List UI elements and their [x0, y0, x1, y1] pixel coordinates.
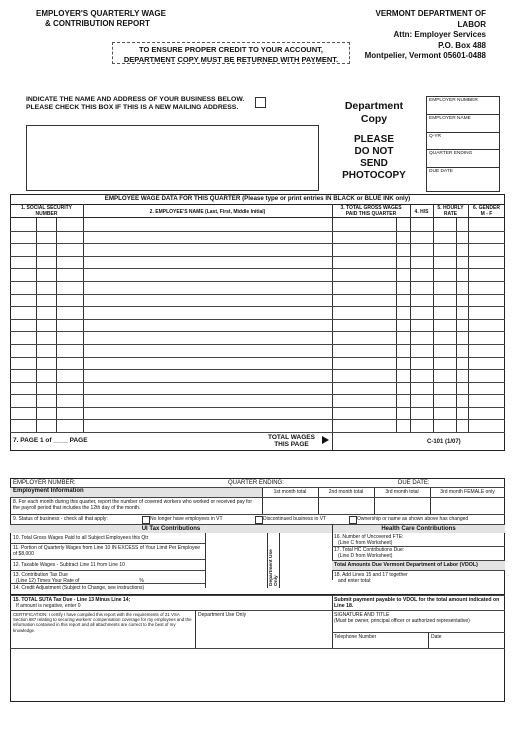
- row-divider: [10, 610, 505, 611]
- col-ssn-label-b: NUMBER: [35, 211, 58, 217]
- no-employees-label: No longer have employees in VT: [150, 516, 223, 522]
- line17-title: 17. Total HC Contributions Due:: [334, 547, 405, 553]
- line10-text: 10. Total Gross Wages Paid to all Subject Employees this Qtr: [13, 535, 149, 541]
- line15-sub: If amount is negative, enter 0: [16, 603, 81, 609]
- line18-text: [334, 572, 408, 584]
- credit-notice-line2: DEPARTMENT COPY MUST BE RETURNED WITH PAYMENT.: [123, 54, 339, 64]
- employment-info-header: Employment Information: [10, 488, 262, 497]
- employer-number-label: EMPLOYER NUMBER:: [13, 480, 76, 486]
- line15-title: 15. TOTAL SUTA Tax Due - Line 13 Minus Line 14;: [13, 597, 131, 603]
- dept-use-vertical-label: Department Use Only: [269, 549, 279, 586]
- line12-text: 12. Taxable Wages - Subtract Line 11 from Line 10: [13, 562, 125, 568]
- qyr-field[interactable]: Q-YR: [427, 133, 499, 151]
- col-divider: [332, 204, 333, 451]
- line16-sub: (Line C from Worksheet): [338, 540, 393, 546]
- quarter-ending-field[interactable]: QUARTER ENDING: [427, 150, 499, 168]
- row-divider: [10, 595, 505, 596]
- month-divider: [430, 488, 431, 514]
- new-address-checkbox[interactable]: [255, 97, 266, 108]
- row-divider: [10, 497, 505, 498]
- health-care-header: Health Care Contributions: [332, 525, 505, 533]
- page-count-label: 7. PAGE 1 of ____ PAGE: [13, 437, 88, 444]
- line13-title: 13. Contribution Tax Due: [13, 572, 68, 578]
- employer-name-field[interactable]: EMPLOYER NAME: [427, 115, 499, 133]
- credit-notice: [112, 42, 350, 64]
- col-rate-label-a: 5. HOURLY: [437, 205, 464, 211]
- month-divider: [318, 488, 319, 514]
- telephone-field[interactable]: Telephone Number: [334, 634, 377, 640]
- line15-text: [13, 597, 130, 609]
- total-vdol-header: Total Amounts Due Vermont Department of Labor (VDOL): [332, 561, 505, 570]
- credit-notice-line1: TO ENSURE PROPER CREDIT TO YOUR ACCOUNT,: [139, 45, 323, 54]
- agency-city: Montpelier, Vermont 05601-0488: [364, 51, 486, 60]
- employer-number-field[interactable]: EMPLOYER NUMBER: [427, 97, 499, 115]
- quarter-ending-label: QUARTER ENDING:: [228, 480, 284, 486]
- col-gender-label-a: 6. GENDER: [473, 205, 500, 211]
- month2-header: 2nd month total: [328, 489, 364, 495]
- line9-text: 9. Status of business - check all that apply:: [13, 516, 108, 522]
- agency-pobox: P.O. Box 488: [438, 40, 486, 50]
- line14-text: 14. Credit Adjustment (Subject to Change, see instructions): [13, 585, 145, 591]
- col-ssn-label-a: 1. SOCIAL SECURITY: [20, 205, 73, 211]
- col-hs-header: 4. H/S: [410, 204, 433, 218]
- month1-header: 1st month total: [273, 489, 307, 495]
- total-wages-line1: TOTAL WAGES: [268, 434, 315, 441]
- col-wages-header: [332, 204, 410, 218]
- department-copy-label: [334, 100, 414, 126]
- signature-field[interactable]: [334, 612, 470, 624]
- form-bottom-line: [10, 648, 505, 649]
- table-footer-divider: [10, 432, 505, 433]
- amount-divider: [267, 533, 268, 588]
- form-number: C-101 (1/07): [427, 439, 461, 445]
- agency-name: VERMONT DEPARTMENT OF LABOR: [375, 9, 486, 29]
- discontinued-label: Discontinued business in VT: [263, 516, 327, 522]
- table-row[interactable]: [10, 281, 505, 282]
- row-divider: [10, 514, 505, 515]
- line13-rate-label: (Line 12) Times Your Rate of: [16, 578, 80, 584]
- table-row[interactable]: [10, 319, 505, 320]
- please-line4: PHOTOCOPY: [342, 170, 406, 181]
- due-date-label: DUE DATE:: [398, 480, 430, 486]
- col-gender-header: [468, 204, 505, 218]
- address-instruction-line1: INDICATE THE NAME AND ADDRESS OF YOUR BUSINESS BELOW.: [26, 96, 245, 103]
- form-title: [36, 9, 166, 28]
- table-row[interactable]: [10, 369, 505, 370]
- row-divider: [332, 632, 505, 633]
- col-wages-label-a: 3. TOTAL GROSS WAGES: [340, 205, 402, 211]
- cents-divider: [396, 218, 397, 432]
- table-row[interactable]: [10, 294, 505, 295]
- discontinued-checkbox[interactable]: [255, 516, 263, 524]
- arrow-right-icon: [322, 436, 329, 444]
- row-divider: [10, 543, 205, 544]
- col-rate-label-b: RATE: [443, 211, 458, 217]
- section-divider: [332, 595, 333, 648]
- percent-sign: %: [139, 578, 144, 584]
- table-row[interactable]: [10, 256, 505, 257]
- date-field[interactable]: Date: [431, 634, 442, 640]
- row-divider: [332, 570, 505, 571]
- col-ssn-header: [10, 204, 83, 218]
- table-row[interactable]: [10, 394, 505, 395]
- table-row[interactable]: [10, 407, 505, 408]
- ownership-changed-checkbox[interactable]: [349, 516, 357, 524]
- ownership-changed-label: Ownership or name as shown above has changed: [357, 516, 469, 522]
- row-divider: [10, 559, 205, 560]
- ssn-subdivider: [36, 218, 37, 432]
- col-name-header: 2. EMPLOYEE'S NAME (Last, First, Middle Initial): [83, 204, 332, 218]
- row-divider: [10, 583, 205, 584]
- cents-divider: [456, 218, 457, 432]
- table-row[interactable]: [10, 243, 505, 244]
- row-divider: [10, 570, 205, 571]
- no-photocopy-label: [334, 134, 414, 182]
- employer-info-box: [426, 96, 500, 192]
- line11-text: 11. Portion of Quarterly Wages from Line 10 IN EXCESS of Your Limit Per Employee of $8,000: [13, 545, 201, 557]
- table-row[interactable]: [10, 231, 505, 232]
- dept-line2: Copy: [360, 113, 388, 125]
- month-divider: [262, 488, 263, 514]
- please-line1: PLEASE: [353, 134, 394, 145]
- line18-title: 18. Add Lines 15 and 17 together: [334, 572, 408, 578]
- table-row[interactable]: [10, 357, 505, 358]
- line16-title: 16. Number of Uncovered FTE:: [334, 534, 404, 540]
- ui-tax-header: UI Tax Contributions: [10, 525, 332, 533]
- no-employees-checkbox[interactable]: [142, 516, 150, 524]
- table-row[interactable]: [10, 268, 505, 269]
- line17-sub: (Line D from Worksheet): [338, 553, 393, 559]
- due-date-field[interactable]: DUE DATE: [429, 169, 453, 175]
- line18-sub: and enter total:: [338, 578, 372, 584]
- agency-attn: Attn: Employer Services: [393, 30, 486, 39]
- month3-header: 3rd month total: [385, 489, 419, 495]
- total-wages-line2: THIS PAGE: [274, 441, 309, 448]
- table-row[interactable]: [10, 331, 505, 332]
- wage-table: [10, 194, 505, 451]
- certification-text: CERTIFICATION: I certify I have compiled this report with the requirements of 21 VSA Section 687 relating to securing workers' compensation coverage for my employees and the information contained in this report and all attachments are correct to the best of my knowledge.: [13, 612, 192, 633]
- amount-divider: [279, 533, 280, 588]
- address-instructions: [26, 96, 244, 112]
- business-address-box[interactable]: [26, 125, 319, 191]
- cert-divider: [195, 610, 196, 648]
- address-instruction-line2: PLEASE CHECK THIS BOX IF THIS IS A NEW MAILING ADDRESS.: [26, 104, 239, 111]
- col-rate-header: [433, 204, 468, 218]
- line17-text: [334, 547, 404, 559]
- please-line3: SEND: [360, 158, 388, 169]
- col-gender-label-b: M - F: [480, 211, 493, 217]
- form-title-line2: & CONTRIBUTION REPORT: [45, 18, 150, 28]
- month3-female-header: 3rd month FEMALE only: [440, 489, 495, 495]
- wage-table-title: EMPLOYEE WAGE DATA FOR THIS QUARTER (Please type or print entries IN BLACK or BLUE INK only): [104, 195, 411, 202]
- table-row[interactable]: [10, 344, 505, 345]
- line16-text: [334, 534, 403, 546]
- signature-label: SIGNATURE AND TITLE: [334, 612, 390, 618]
- month-divider: [374, 488, 375, 514]
- submit-payment-text: Submit payment payable to VDOL for the total amount indicated on Line 18.: [334, 597, 500, 609]
- signature-sub: (Must be owner, principal officer or authorized representative): [334, 618, 470, 624]
- line8-text: 8. For each month during this quarter, report the number of covered workers who worked or received pay for the payroll period that includes the 12th day of the month.: [13, 499, 253, 511]
- form-title-line1: EMPLOYER'S QUARTERLY WAGE: [36, 9, 166, 18]
- agency-address: [362, 9, 486, 62]
- dept-use-label: Department Use Only: [198, 612, 247, 618]
- col-wages-label-b: PAID THIS QUARTER: [345, 211, 397, 217]
- total-wages-label: [268, 434, 315, 448]
- please-line2: DO NOT: [354, 146, 394, 157]
- amount-divider: [205, 533, 206, 588]
- ssn-subdivider: [56, 218, 57, 432]
- table-row[interactable]: [10, 306, 505, 307]
- section-divider: [332, 525, 333, 580]
- phone-date-divider: [428, 632, 429, 648]
- dept-line1: Department: [344, 100, 404, 112]
- table-row[interactable]: [10, 382, 505, 383]
- table-row[interactable]: [10, 419, 505, 420]
